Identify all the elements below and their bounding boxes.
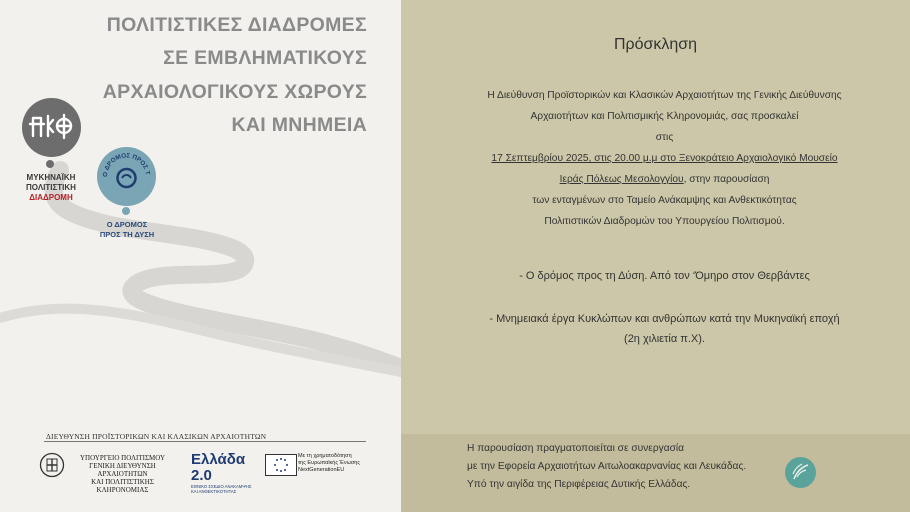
para-line-3: στις bbox=[655, 132, 674, 143]
bullet-road-west: - Ο δρόμος προς τη Δύση. Από τον ‘Όμηρο στον Θερβάντες bbox=[519, 270, 810, 282]
right-panel bbox=[401, 0, 910, 512]
route1-marker bbox=[46, 160, 54, 168]
route2-label-line1: Ο ΔΡΟΜΟΣ bbox=[106, 220, 148, 229]
route1-label bbox=[16, 173, 86, 203]
route1-label-line2: ΠΟΛΙΤΙΣΤΙΚΗ bbox=[26, 183, 76, 192]
svg-text:Ο ΔΡΟΜΟΣ ΠΡΟΣ ΤΗ ΔΥΣΗ bbox=[97, 147, 151, 177]
directorate-label: ΔΙΕΥΘΥΝΣΗ ΠΡΟΪΣΤΟΡΙΚΩΝ ΚΑΙ ΚΛΑΣΙΚΩΝ ΑΡΧΑΙΟΤΗΤΩΝ bbox=[46, 432, 267, 441]
mycenaean-route-icon bbox=[22, 98, 81, 157]
greek-emblem-icon bbox=[39, 452, 65, 478]
eu-line-3: NextGenerationEU bbox=[298, 467, 345, 473]
ellada-sub-1: ΕΘΝΙΚΟ ΣΧΕΔΙΟ ΑΝΑΚΑΜΨΗΣ bbox=[191, 484, 252, 489]
footer-line-1: Η παρουσίαση πραγματοποιείται σε συνεργασία bbox=[467, 443, 685, 454]
title-line-2: ΣΕ ΕΜΒΛΗΜΑΤΙΚΟΥΣ bbox=[163, 47, 367, 69]
ministry-line-1: ΥΠΟΥΡΓΕΙΟ ΠΟΛΙΤΙΣΜΟΥ bbox=[79, 454, 166, 462]
ministry-line-3: ΚΑΙ ΠΟΛΙΤΙΣΤΙΚΗΣ ΚΛΗΡΟΝΟΜΙΑΣ bbox=[91, 478, 154, 494]
footer-band bbox=[401, 434, 910, 512]
road-west-icon bbox=[97, 147, 156, 206]
footer-line-3: Υπό την αιγίδα της Περιφέρειας Δυτικής Ελλάδας. bbox=[467, 479, 691, 490]
route1-label-line3: ΔΙΑΔΡΟΜΗ bbox=[29, 193, 73, 202]
route2-label-line2: ΠΡΟΣ ΤΗ ΔΥΣΗ bbox=[99, 229, 155, 239]
region-logo-icon bbox=[785, 457, 816, 488]
footer-line-2: με την Εφορεία Αρχαιοτήτων Αιτωλοακαρνανίας και Λευκάδας. bbox=[467, 461, 747, 472]
ministry-line-2: ΓΕΝΙΚΗ ΔΙΕΥΘΥΝΣΗ ΑΡΧΑΙΟΤΗΤΩΝ bbox=[89, 462, 156, 478]
venue-rest: , στην παρουσίαση bbox=[683, 174, 770, 185]
ministry-text bbox=[70, 454, 175, 494]
road-west-ring-text: Ο ΔΡΟΜΟΣ ΠΡΟΣ Τ bbox=[101, 152, 151, 178]
para-line-7: Πολιτιστικών Διαδρομών του Υπουργείου Πολιτισμού. bbox=[544, 216, 785, 227]
eu-line-1: Με τη χρηματοδότηση bbox=[298, 453, 352, 459]
ellada-sub-2: ΚΑΙ ΑΝΘΕΚΤΙΚΟΤΗΤΑΣ bbox=[191, 489, 237, 494]
para-line-1: Η Διεύθυνση Προϊστορικών και Κλασικών Αρχαιοτήτων της Γενικής Διεύθυνσης bbox=[487, 90, 842, 101]
route2-marker bbox=[122, 207, 130, 215]
route2-label bbox=[86, 220, 168, 239]
ellada-logo bbox=[191, 452, 263, 494]
title-line-3: ΑΡΧΑΙΟΛΟΓΙΚΟΥΣ ΧΩΡΟΥΣ bbox=[102, 81, 367, 103]
title-line-4: ΚΑΙ ΜΝΗΜΕΙΑ bbox=[231, 114, 367, 136]
eu-flag-icon bbox=[265, 454, 297, 476]
invitation-paragraph bbox=[401, 85, 910, 232]
title-line-1: ΠΟΛΙΤΙΣΤΙΚΕΣ ΔΙΑΔΡΟΜΕΣ bbox=[106, 14, 367, 36]
divider bbox=[44, 441, 366, 442]
eu-funding-text bbox=[298, 453, 368, 474]
bullet-cyclopean: - Μνημειακά έργα Κυκλώπων και ανθρώπων κατά την Μυκηναϊκή εποχή bbox=[489, 313, 840, 325]
para-line-6: των ενταγμένων στο Ταμείο Ανάκαμψης και Ανθεκτικότητας bbox=[532, 195, 797, 206]
route1-label-line1: ΜΥΚΗΝΑΪΚΗ bbox=[26, 173, 76, 182]
eu-line-2: της Ευρωπαϊκής Ένωσης bbox=[298, 460, 360, 466]
venue-name: Ιεράς Πόλεως Μεσολογγίου bbox=[559, 174, 684, 185]
invitation-title: Πρόσκληση bbox=[613, 36, 698, 53]
para-line-2: Αρχαιοτήτων και Πολιτισμικής Κληρονομιάς, σας προσκαλεί bbox=[530, 111, 799, 122]
bullet-cyclopean-date: (2η χιλιετία π.Χ). bbox=[624, 333, 705, 345]
ellada-title: Ελλάδα 2.0 bbox=[191, 451, 246, 484]
left-panel bbox=[0, 0, 401, 512]
date-line: 17 Σεπτεμβρίου 2025, στις 20.00 μ.μ στο Ξενοκράτειο Αρχαιολογικό Μουσείο bbox=[491, 153, 838, 164]
